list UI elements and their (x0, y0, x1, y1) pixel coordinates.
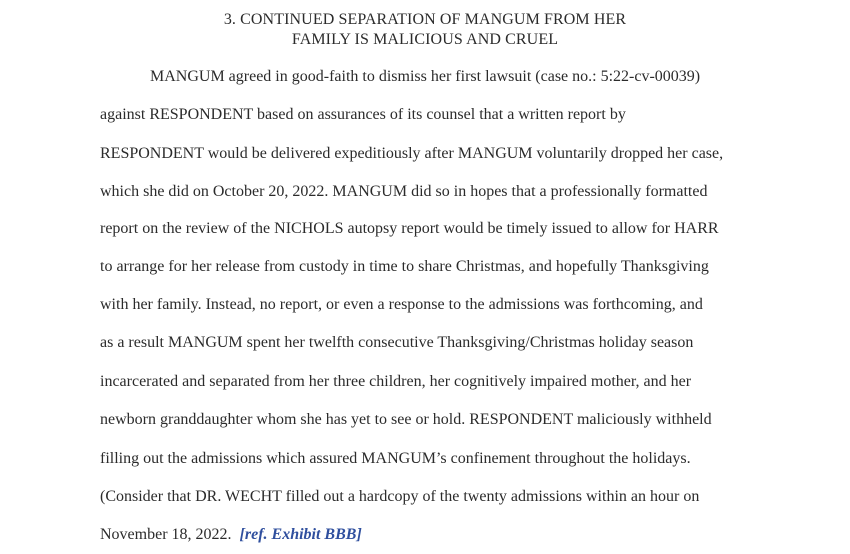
section-heading-line-1: 3. CONTINUED SEPARATION OF MANGUM FROM HER (223, 11, 627, 28)
paragraph-line: incarcerated and separated from her three children, her cognitively impaired mother, and her (100, 373, 692, 390)
paragraph-line: to arrange for her release from custody in time to share Christmas, and hopefully Thanksgiving (100, 258, 709, 275)
paragraph-line-last (100, 525, 362, 545)
paragraph-line: as a result MANGUM spent her twelfth consecutive Thanksgiving/Christmas holiday season (100, 334, 694, 351)
paragraph-line: against RESPONDENT based on assurances of its counsel that a written report by (100, 106, 626, 123)
paragraph-line: RESPONDENT would be delivered expeditiously after MANGUM voluntarily dropped her case, (100, 145, 724, 162)
paragraph-line: MANGUM agreed in good-faith to dismiss her first lawsuit (case no.: 5:22-cv-00039) (150, 68, 701, 85)
paragraph-line: (Consider that DR. WECHT filled out a hardcopy of the twenty admissions within an hour on (100, 488, 700, 505)
paragraph-line: report on the review of the NICHOLS autopsy report would be timely issued to allow for HARR (100, 220, 719, 237)
paragraph-line: which she did on October 20, 2022. MANGUM did so in hopes that a professionally formatted (100, 183, 708, 200)
paragraph-line: with her family. Instead, no report, or even a response to the admissions was forthcoming, and (100, 296, 703, 313)
date-text: November 18, 2022. (100, 526, 240, 543)
paragraph-line: filling out the admissions which assured MANGUM’s confinement throughout the holidays. (100, 450, 691, 467)
section-heading-line-2: FAMILY IS MALICIOUS AND CRUEL (291, 31, 559, 48)
paragraph-line: newborn granddaughter whom she has yet to see or hold. RESPONDENT maliciously withheld (100, 411, 712, 428)
exhibit-reference-link[interactable]: [ref. Exhibit BBB] (239, 526, 362, 543)
